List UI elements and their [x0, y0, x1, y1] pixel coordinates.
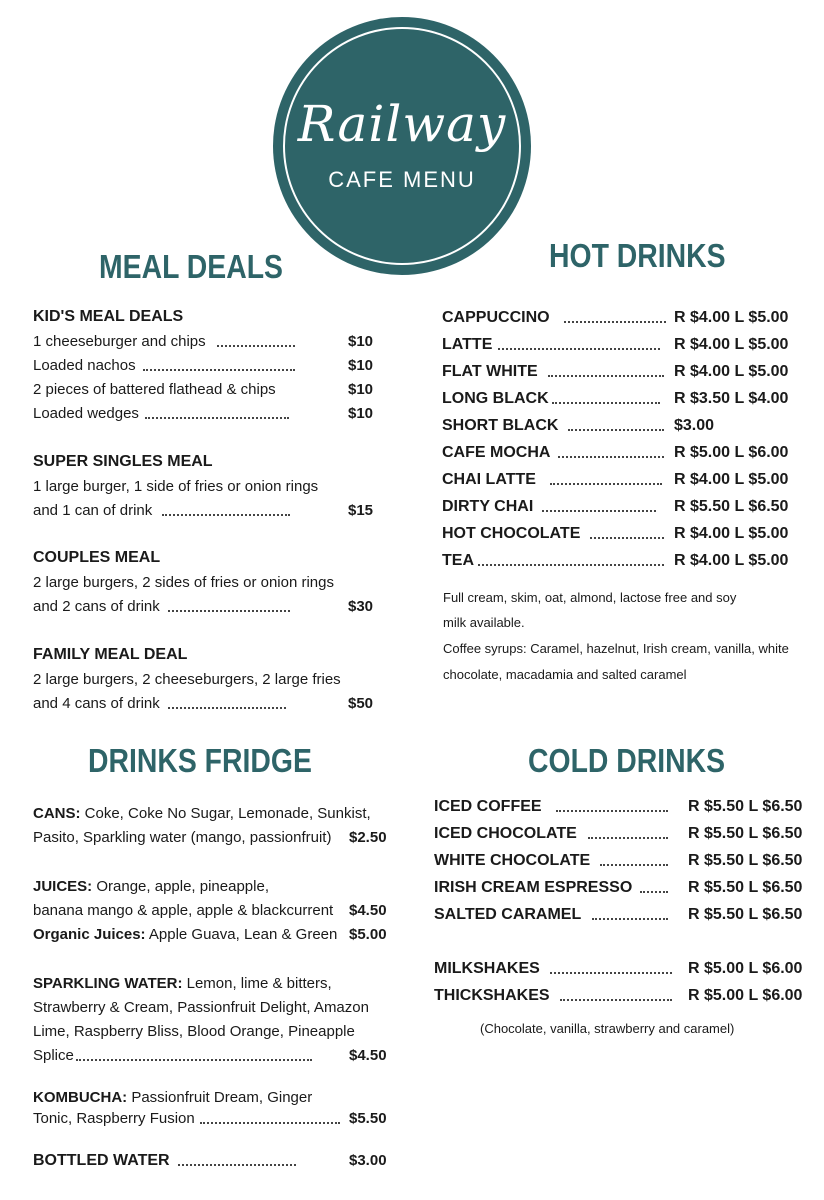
item-price: $10 [348, 357, 374, 374]
cold-drinks-heading: COLD DRINKS [528, 742, 726, 779]
leader-dots [143, 361, 295, 371]
cold-drink-price: R $5.50 L $6.50 [688, 879, 803, 896]
cold-drink-price: R $5.50 L $6.50 [688, 852, 803, 869]
hot-drink-name: CAPPUCCINO [442, 309, 550, 326]
hot-drink-name: LATTE [442, 336, 493, 353]
sparkling-line3: Lime, Raspberry Bliss, Blood Orange, Pineapple [33, 1023, 355, 1040]
cans-line1 [33, 805, 371, 823]
cold-drink-name: WHITE CHOCOLATE [434, 852, 591, 869]
hot-drink-price: $3.00 [674, 417, 715, 434]
item-label: Loaded wedges [33, 405, 139, 422]
item-price: $10 [348, 333, 374, 350]
organic-label: Organic Juices: [33, 926, 146, 943]
leader-dots [556, 802, 668, 812]
leader-dots [550, 964, 672, 974]
hot-drink-price: R $4.00 L $5.00 [674, 336, 789, 353]
leader-dots [178, 1156, 296, 1166]
leader-dots [217, 337, 295, 347]
hot-drink-price: R $4.00 L $5.00 [674, 552, 789, 569]
logo-name: Railway [297, 95, 507, 153]
kombucha-label: KOMBUCHA: [33, 1089, 128, 1106]
hot-drink-price: R $3.50 L $4.00 [674, 390, 789, 407]
hot-drink-name: FLAT WHITE [442, 363, 538, 380]
leader-dots [548, 367, 664, 377]
leader-dots [76, 1051, 312, 1061]
sparkling-line4: Splice [33, 1047, 74, 1064]
leader-dots [568, 421, 664, 431]
juices-price: $4.50 [349, 902, 387, 919]
drinks-fridge-heading: DRINKS FRIDGE [88, 742, 312, 779]
leader-dots [564, 313, 666, 323]
hot-drink-name: SHORT BLACK [442, 417, 559, 434]
leader-dots [592, 910, 668, 920]
bottled-water-label: BOTTLED WATER [33, 1152, 170, 1169]
couples-meal-price: $30 [348, 598, 374, 615]
hot-drink-price: R $4.00 L $5.00 [674, 471, 789, 488]
leader-dots [542, 502, 656, 512]
family-meal-line1: 2 large burgers, 2 cheeseburgers, 2 large fries [33, 671, 341, 688]
organic-juices-line [33, 926, 337, 944]
cans-label: CANS: [33, 805, 81, 822]
kombucha-price: $5.50 [349, 1110, 387, 1127]
syrup-note-line2: chocolate, macadamia and salted caramel [443, 667, 687, 682]
couples-meal-line1: 2 large burgers, 2 sides of fries or onion rings [33, 574, 334, 591]
cans-line2: Pasito, Sparkling water (mango, passionfruit) [33, 829, 332, 846]
item-label: Loaded nachos [33, 357, 136, 374]
bottled-water-price: $3.00 [349, 1152, 387, 1169]
leader-dots [200, 1114, 340, 1124]
hot-drinks-heading: HOT DRINKS [549, 237, 726, 274]
juices-label: JUICES: [33, 878, 93, 895]
item-label: 1 cheeseburger and chips [33, 333, 206, 350]
leader-dots [550, 475, 662, 485]
leader-dots [145, 409, 289, 419]
shake-name: MILKSHAKES [434, 960, 540, 977]
cold-drink-price: R $5.50 L $6.50 [688, 906, 803, 923]
leader-dots [590, 529, 664, 539]
hot-drink-price: R $5.50 L $6.50 [674, 498, 789, 515]
cold-drink-name: SALTED CARAMEL [434, 906, 582, 923]
shake-name: THICKSHAKES [434, 987, 550, 1004]
juices-line2: banana mango & apple, apple & blackcurrent [33, 902, 334, 919]
super-singles-line1: 1 large burger, 1 side of fries or onion rings [33, 478, 319, 495]
shake-price: R $5.00 L $6.00 [688, 960, 803, 977]
leader-dots [558, 448, 664, 458]
hot-drink-name: TEA [442, 552, 474, 569]
hot-drink-price: R $5.00 L $6.00 [674, 444, 789, 461]
couples-meal-title: COUPLES MEAL [33, 549, 161, 566]
leader-dots [162, 506, 290, 516]
kids-meal-title: KID'S MEAL DEALS [33, 308, 184, 325]
shake-price: R $5.00 L $6.00 [688, 987, 803, 1004]
milk-note-line2: milk available. [443, 615, 525, 630]
hot-drink-price: R $4.00 L $5.00 [674, 363, 789, 380]
hot-drink-name: DIRTY CHAI [442, 498, 534, 515]
sparkling-label: SPARKLING WATER: [33, 975, 183, 992]
super-singles-line2: and 1 can of drink [33, 502, 153, 519]
sparkling-line1 [33, 975, 332, 993]
leader-dots [640, 883, 668, 893]
shakes-flavour-note: (Chocolate, vanilla, strawberry and caramel) [480, 1021, 735, 1036]
milk-note-line1: Full cream, skim, oat, almond, lactose free and soy [443, 590, 737, 605]
syrup-note-line1: Coffee syrups: Caramel, hazelnut, Irish cream, vanilla, white [443, 641, 789, 656]
super-singles-title: SUPER SINGLES MEAL [33, 453, 213, 470]
juices-text: Orange, apple, pineapple, [92, 878, 269, 895]
kombucha-line2: Tonic, Raspberry Fusion [33, 1110, 195, 1127]
family-meal-price: $50 [348, 695, 374, 712]
item-price: $10 [348, 381, 374, 398]
cold-drink-name: ICED CHOCOLATE [434, 825, 577, 842]
hot-drink-price: R $4.00 L $5.00 [674, 309, 789, 326]
cans-text: Coke, Coke No Sugar, Lemonade, Sunkist, [80, 805, 371, 822]
leader-dots [168, 602, 290, 612]
organic-text: Apple Guava, Lean & Green [145, 926, 338, 943]
cold-drink-name: IRISH CREAM ESPRESSO [434, 879, 633, 896]
super-singles-price: $15 [348, 502, 374, 519]
couples-meal-line2: and 2 cans of drink [33, 598, 160, 615]
hot-drink-name: HOT CHOCOLATE [442, 525, 581, 542]
leader-dots [478, 556, 664, 566]
leader-dots [600, 856, 668, 866]
cold-drink-price: R $5.50 L $6.50 [688, 825, 803, 842]
sparkling-price: $4.50 [349, 1047, 387, 1064]
cold-drink-price: R $5.50 L $6.50 [688, 798, 803, 815]
family-meal-line2: and 4 cans of drink [33, 695, 160, 712]
leader-dots [498, 340, 660, 350]
item-label: 2 pieces of battered flathead & chips [33, 381, 276, 398]
hot-drink-price: R $4.00 L $5.00 [674, 525, 789, 542]
cafe-logo [273, 17, 531, 275]
organic-juices-price: $5.00 [349, 926, 387, 943]
leader-dots [168, 699, 286, 709]
kombucha-line1 [33, 1089, 312, 1107]
leader-dots [552, 394, 660, 404]
hot-drink-name: CAFE MOCHA [442, 444, 551, 461]
logo-subtitle: CAFE MENU [328, 167, 476, 192]
kombucha-text: Passionfruit Dream, Ginger [127, 1089, 313, 1106]
item-price: $10 [348, 405, 374, 422]
meal-deals-heading: MEAL DEALS [99, 248, 283, 285]
hot-drink-name: CHAI LATTE [442, 471, 536, 488]
sparkling-text: Lemon, lime & bitters, [182, 975, 332, 992]
hot-drink-name: LONG BLACK [442, 390, 549, 407]
cans-price: $2.50 [349, 829, 387, 846]
leader-dots [588, 829, 668, 839]
family-meal-title: FAMILY MEAL DEAL [33, 646, 188, 663]
sparkling-line2: Strawberry & Cream, Passionfruit Delight, Amazon [33, 999, 369, 1016]
cold-drink-name: ICED COFFEE [434, 798, 542, 815]
juices-line1 [33, 878, 269, 896]
leader-dots [560, 991, 672, 1001]
